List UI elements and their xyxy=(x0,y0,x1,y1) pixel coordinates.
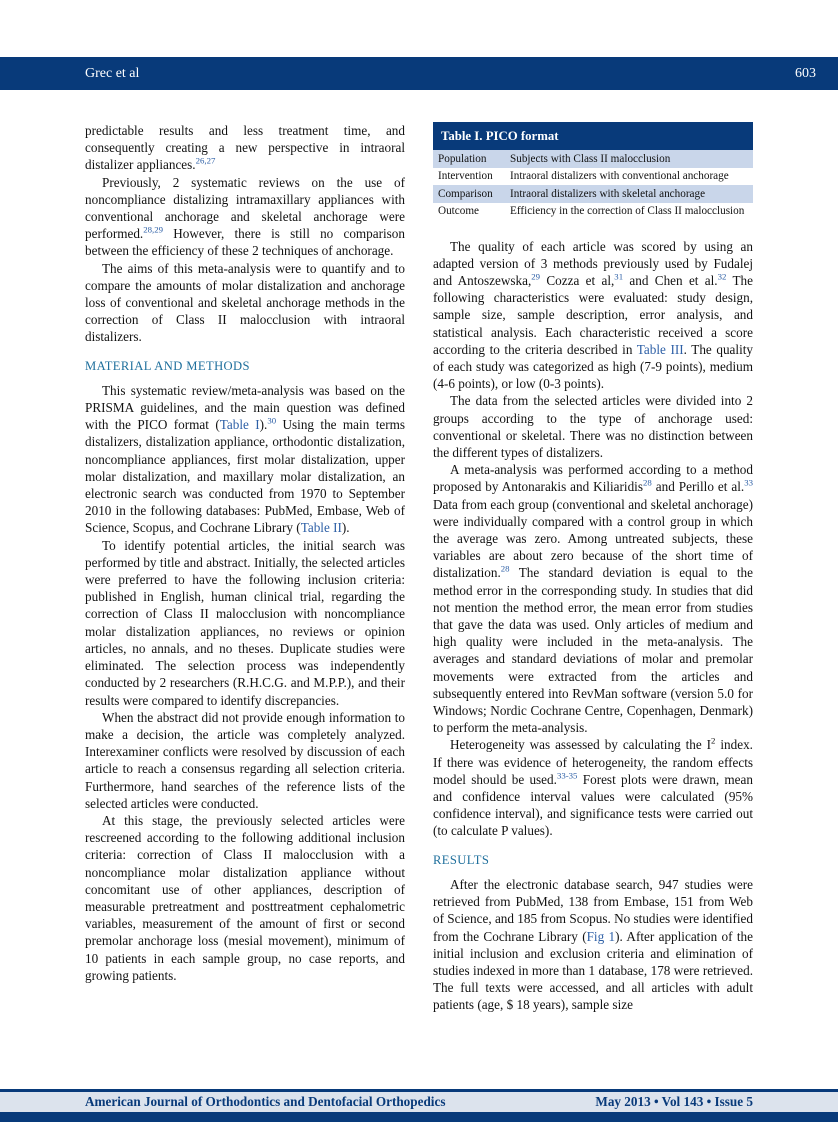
text-run: ). xyxy=(259,417,268,433)
citation-link[interactable]: 31 xyxy=(614,271,624,282)
paragraph xyxy=(85,709,405,812)
text-run: Cozza et al, xyxy=(540,272,615,288)
right-column xyxy=(433,122,753,1014)
superscript: 2 xyxy=(711,736,716,747)
paragraph xyxy=(85,812,405,984)
table-row-label: Outcome xyxy=(438,205,480,218)
cross-reference-link[interactable]: Table II xyxy=(300,520,342,536)
text-run: The data from the selected articles were divided into 2 groups according to the type of anchorage used: conventional or skeletal. There was no distinction between the different types of distalizers. xyxy=(433,393,753,461)
paragraph xyxy=(85,122,405,174)
cross-reference-link[interactable]: Table III xyxy=(636,341,684,357)
citation-link[interactable]: 33 xyxy=(744,478,753,489)
table-row-label: Population xyxy=(438,152,487,165)
paragraph xyxy=(433,238,753,393)
table-row-value: Subjects with Class II malocclusion xyxy=(510,152,671,165)
citation-link[interactable]: 28 xyxy=(642,478,652,489)
table-row-value: Efficiency in the correction of Class II malocclusion xyxy=(510,205,745,218)
paragraph xyxy=(85,382,405,537)
footer-band xyxy=(0,1089,838,1112)
citation-link[interactable]: 33-35 xyxy=(556,770,578,781)
right-column-text xyxy=(433,238,753,1014)
table-row-value: Intraoral distalizers with skeletal anchorage xyxy=(510,187,706,200)
text-run: When the abstract did not provide enough information to make a decision, the article was completely analyzed. Interexaminer conflicts were resolved by discussion of each article to reach a consensus regarding all selection criteria. Furthermore, hand searches of the reference lists of the selected articles were conducted. xyxy=(85,709,405,811)
table-row xyxy=(433,203,753,221)
paragraph xyxy=(433,461,753,736)
citation-link[interactable]: 32 xyxy=(717,271,727,282)
text-run: ). xyxy=(341,520,350,536)
text-run: Forest plots were drawn, mean and confidence interval values were calculated (95% confidence interval), and significance tests were carried out (to calculate P values). xyxy=(433,771,753,839)
citation-link[interactable]: 28,29 xyxy=(143,224,164,235)
table-1-title: Table I. PICO format xyxy=(433,122,753,150)
page-footer xyxy=(0,1089,838,1122)
running-head: Grec et al xyxy=(85,65,140,81)
cross-reference-link[interactable]: Fig 1 xyxy=(586,928,616,944)
text-run: This systematic review/meta-analysis was based on the PRISMA guidelines, and the main question was defined with the PICO format ( xyxy=(85,382,405,433)
table-1-rows xyxy=(433,150,753,220)
text-run: The standard deviation is equal to the method error in the corresponding study. In studies that did not mention the method error, the mean error from studies that gave the data was used. Only articles of medium and high quality were included in the meta-analysis. The averages and standard deviations of molar and premolar movements were extracted from the articles and subsequently entered into RevMan software (version 5.0 for Windows; Nordic Cochrane Centre, Copenhagen, Denmark) to perform the meta-analysis. xyxy=(433,565,753,736)
footer-journal-title: American Journal of Orthodontics and Dentofacial Orthopedics xyxy=(85,1094,446,1109)
section-heading: MATERIAL AND METHODS xyxy=(85,358,250,373)
text-run: Heterogeneity was assessed by calculating the I xyxy=(450,737,712,753)
left-column xyxy=(85,122,405,984)
text-run: To identify potential articles, the initial search was performed by title and abstract. Initially, the selected articles were preferred to have the following inclusion criteria: published in English, human clinical trial, regarding the correction of Class II malocclusion with noncompliance molar distalization appliances, no reviews or opinion articles, no annals, and no theses. Duplicate studies were eliminated. The selection process was independently conducted by 2 researchers (R.H.C.G. and M.P.P.), and their results were compared to identify discrepancies. xyxy=(85,537,405,708)
page-number: 603 xyxy=(795,65,816,81)
page-header xyxy=(0,57,838,90)
text-run: However, there is still no comparison between the efficiency of these 2 techniques of anchorage. xyxy=(85,226,405,259)
paragraph xyxy=(433,392,753,461)
paragraph xyxy=(433,736,753,839)
text-run: At this stage, the previously selected articles were rescreened according to the following additional inclusion criteria: correction of Class II malocclusion with a noncompliance molar distalization appliance without concomitant use of other appliances, description of measurable pretreatment and posttreatment cephalometric variables, measurement of the amount of first or second premolar anchorage loss (mesial movement), minimum of 10 patients in each sample group, no case reports, and growing patients. xyxy=(85,812,405,983)
text-run: The quality of each article was scored by using an adapted version of 3 methods previously used by Fudalej and Antoszewska, xyxy=(433,238,753,288)
text-run: The aims of this meta-analysis were to quantify and to compare the amounts of molar distalization and anchorage loss of conventional and skeletal anchorage methods in the correction of Class II malocclusion with intraoral distalizers. xyxy=(85,260,405,345)
citation-link[interactable]: 28 xyxy=(500,564,510,575)
paragraph xyxy=(433,876,753,1014)
citation-link[interactable]: 29 xyxy=(531,271,541,282)
text-run: A meta-analysis was performed according to a method proposed by Antonarakis and Kiliaridis xyxy=(433,462,753,495)
section-heading: RESULTS xyxy=(433,852,490,867)
cross-reference-link[interactable]: Table I xyxy=(219,417,260,433)
paragraph xyxy=(85,260,405,346)
text-run: Using the main terms distalizers, distalization appliance, orthodontic distalization, noncompliance appliances, first molar distalization, upper molar distalization, and maxillary molar distalization, an electronic search was conducted from 1970 to September 2010 in the following databases: PubMed, Embase, Web of Science, Scopus, and Cochrane Library ( xyxy=(85,417,405,536)
table-1 xyxy=(433,122,753,221)
table-row-label: Intervention xyxy=(438,170,493,183)
paragraph xyxy=(85,174,405,260)
text-run: The following characteristics were evaluated: study design, sample size, sample description, error analysis, and statistical analysis. Each characteristic received a score according to the criteria described in xyxy=(433,272,753,357)
table-row-label: Comparison xyxy=(438,187,493,200)
text-run: predictable results and less treatment time, and consequently creating a new perspective in intraoral distalizer appliances. xyxy=(85,123,405,173)
table-row xyxy=(433,150,753,168)
text-run: and Perillo et al. xyxy=(651,479,745,495)
text-run: index. If there was evidence of heterogeneity, the random effects model should be used. xyxy=(433,737,753,787)
citation-link[interactable]: 26,27 xyxy=(195,156,216,167)
table-row xyxy=(433,168,753,186)
text-run: . The quality of each study was categorized as high (7-9 points), medium (4-6 points), or low (0-3 points). xyxy=(433,341,753,392)
table-row-value: Intraoral distalizers with conventional anchorage xyxy=(510,170,729,183)
footer-bottom-bar xyxy=(0,1112,838,1122)
table-row xyxy=(433,185,753,203)
paragraph xyxy=(85,537,405,709)
citation-link[interactable]: 30 xyxy=(267,415,277,426)
text-run: and Chen et al. xyxy=(623,272,718,288)
text-run: ). After application of the initial inclusion and exclusion criteria and elimination of studies indexed in more than 1 database, 178 were retrieved. The full texts were accessed, and all articles with adult patients (age, $ 18 years), sample size xyxy=(433,928,753,1013)
text-run: Data from each group (conventional and skeletal anchorage) were individually compared with a control group in which the average was zero. Among untreated subjects, these variables are about zero because of the short time of distalization. xyxy=(433,496,753,581)
footer-issue-info: May 2013 • Vol 143 • Issue 5 xyxy=(595,1094,753,1109)
text-run: Previously, 2 systematic reviews on the use of noncompliance distalizing intramaxillary appliances with conventional anchorage and skeletal anchorage were performed. xyxy=(85,174,405,242)
text-run: After the electronic database search, 947 studies were retrieved from PubMed, 138 from Embase, 151 from Web of Science, and 185 from Scopus. No studies were identified from the Cochrane Library ( xyxy=(433,876,753,944)
